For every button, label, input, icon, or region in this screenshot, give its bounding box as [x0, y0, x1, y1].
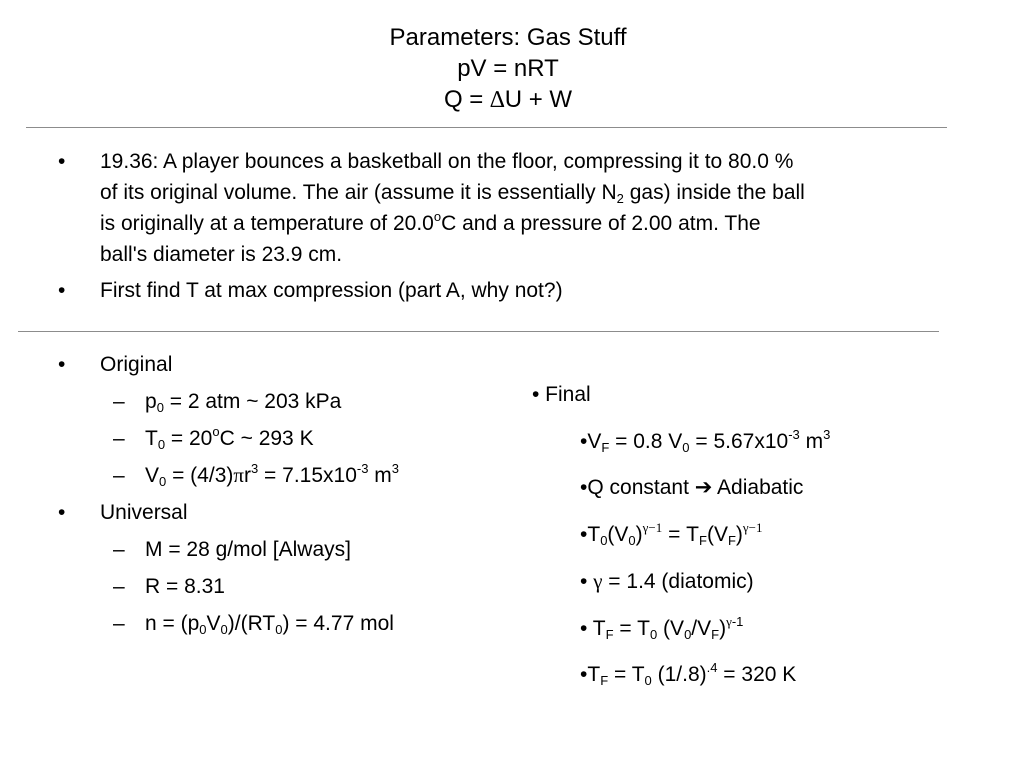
- t0-item: [58, 420, 518, 457]
- molar-mass-item: [58, 531, 518, 568]
- section-divider: [18, 331, 939, 332]
- tf-expression-item: [532, 606, 1002, 653]
- first-law-q: Q =: [443, 86, 490, 113]
- n-c: )/(RT: [227, 612, 276, 635]
- p0-item: [58, 383, 518, 420]
- tf-value-item: [532, 652, 1002, 699]
- tfe-b: = T: [613, 616, 650, 640]
- tfe-s3: 0: [684, 626, 692, 642]
- slide-title: Parameters: Gas Stuff: [389, 24, 627, 51]
- tfv-s2: 0: [644, 673, 652, 688]
- v0-d: = 7.15x10: [258, 464, 357, 487]
- bullet-dot: •: [58, 150, 66, 173]
- v0-sub: 0: [159, 474, 167, 489]
- adiabatic-relation-item: [532, 512, 1002, 559]
- adiabatic-item: [532, 465, 1002, 512]
- dash-marker: –: [113, 538, 125, 561]
- title-divider: [26, 127, 947, 128]
- vf-a: •V: [580, 429, 602, 453]
- problem-line-1: 19.36: A player bounces a basketball on the floor, compressing it to 80.0 %: [100, 150, 794, 173]
- tfe-c: (V: [657, 616, 685, 640]
- problem-line-2-b: gas) inside the ball: [623, 181, 805, 204]
- pi-symbol: π: [233, 463, 244, 487]
- tfe-e: ): [719, 616, 727, 640]
- molar-mass-text: M = 28 g/mol [Always]: [145, 538, 351, 561]
- vf-c: = 5.67x10: [689, 429, 789, 453]
- tfe-d: /V: [691, 616, 712, 640]
- n-s1: 0: [199, 622, 207, 637]
- v0-sup3: 3: [391, 461, 400, 476]
- degree-superscript: o: [433, 209, 442, 224]
- q-a: •Q constant: [580, 476, 695, 499]
- n-s2: 0: [220, 622, 228, 637]
- v0-c: r: [243, 464, 251, 487]
- original-heading: [58, 346, 518, 383]
- p0-a: p: [145, 390, 157, 413]
- v0-b: = (4/3): [166, 464, 234, 487]
- final-column: [532, 372, 1002, 699]
- v0-sup1: 3: [250, 461, 259, 476]
- original-heading-text: Original: [100, 353, 173, 376]
- dash-marker: –: [113, 464, 125, 487]
- tfe-a: • T: [580, 616, 606, 640]
- tfv-b: = T: [608, 663, 645, 686]
- problem-statement-bullet: [58, 146, 968, 270]
- adiab-s1: 0: [600, 532, 608, 548]
- adiab-f: (V: [706, 522, 728, 546]
- first-law-rest: U + W: [504, 86, 573, 113]
- first-law-equation: [0, 84, 1016, 116]
- vf-item: [532, 419, 1002, 466]
- task-bullet: [58, 275, 968, 306]
- v0-sup2: -3: [356, 461, 369, 476]
- vf-sup2: 3: [823, 426, 831, 442]
- problem-line-2: [100, 177, 968, 208]
- tfe-s2: 0: [649, 626, 658, 642]
- adiab-d: = T: [662, 522, 699, 546]
- adiab-exp2: γ−1: [742, 519, 763, 535]
- dash-marker: –: [113, 390, 125, 413]
- v0-e: m: [368, 464, 392, 487]
- adiab-exp1: γ−1: [642, 519, 663, 535]
- problem-bullets: [58, 146, 968, 311]
- tfv-d: = 320 K: [717, 663, 797, 686]
- ideal-gas-equation: pV = nRT: [457, 55, 559, 82]
- t0-sub: 0: [157, 437, 166, 452]
- problem-line-4: ball's diameter is 23.9 cm.: [100, 243, 343, 266]
- problem-line-3-b: C and a pressure of 2.00 atm. The: [441, 212, 761, 235]
- adiab-s3: F: [699, 532, 707, 548]
- dash-marker: –: [113, 575, 125, 598]
- final-heading: • Final: [532, 383, 591, 406]
- adiab-s4: F: [727, 532, 736, 548]
- slide-title-block: [0, 22, 1016, 116]
- tfe-exp-minus1: -1: [731, 613, 744, 629]
- vf-sub2: 0: [682, 439, 690, 455]
- delta-symbol: ∆: [490, 87, 505, 113]
- vf-d: m: [799, 429, 824, 453]
- n-s3: 0: [275, 622, 283, 637]
- n-a: n = (p: [145, 612, 200, 635]
- p0-sub: 0: [156, 400, 164, 415]
- original-column: [58, 346, 518, 642]
- v0-a: V: [145, 464, 160, 487]
- adiab-s2: 0: [628, 532, 636, 548]
- t0-sup: o: [212, 424, 220, 439]
- right-arrow-icon: ➔: [694, 476, 713, 499]
- tfe-s1: F: [605, 626, 614, 642]
- gas-constant-text: R = 8.31: [145, 575, 225, 598]
- n2-subscript: 2: [616, 191, 624, 206]
- adiab-c: ): [635, 522, 643, 546]
- task-text: First find T at max compression (part A, why not?): [100, 279, 563, 302]
- adiab-b: (V: [607, 522, 629, 546]
- problem-line-3: [100, 208, 968, 239]
- vf-sub1: F: [601, 439, 610, 455]
- gamma-item: [532, 558, 1002, 606]
- vf-sup1: -3: [788, 426, 800, 442]
- bullet-dot: •: [58, 279, 66, 302]
- adiab-g: ): [735, 522, 743, 546]
- p0-b: = 2 atm ~ 203 kPa: [163, 390, 342, 413]
- t0-a: T: [145, 427, 158, 450]
- tfv-s1: F: [600, 673, 609, 688]
- problem-line-2-a: of its original volume. The air (assume it is essentially N: [100, 181, 617, 204]
- tfv-c: (1/.8): [651, 663, 707, 686]
- gamma-a: •: [580, 570, 594, 593]
- tfv-a: •T: [580, 663, 601, 686]
- bullet-dot: •: [58, 501, 66, 524]
- problem-line-3-a: is originally at a temperature of 20.0: [100, 212, 434, 235]
- v0-item: [58, 457, 518, 494]
- moles-item: [58, 605, 518, 642]
- tfe-exp-gamma: γ: [726, 613, 732, 629]
- adiab-a: •T: [580, 522, 601, 546]
- n-d: ) = 4.77 mol: [282, 612, 394, 635]
- q-b: Adiabatic: [712, 476, 804, 499]
- universal-heading: [58, 494, 518, 531]
- gas-constant-item: [58, 568, 518, 605]
- tfe-s4: F: [711, 626, 720, 642]
- tfv-exp: .4: [706, 660, 718, 675]
- bullet-dot: •: [58, 353, 66, 376]
- t0-c: C ~ 293 K: [219, 427, 314, 450]
- dash-marker: –: [113, 612, 125, 635]
- dash-marker: –: [113, 427, 125, 450]
- gamma-b: = 1.4 (diatomic): [602, 570, 754, 593]
- vf-b: = 0.8 V: [609, 429, 683, 453]
- gamma-symbol: γ: [593, 569, 603, 593]
- universal-heading-text: Universal: [100, 501, 188, 524]
- n-b: V: [206, 612, 221, 635]
- t0-b: = 20: [165, 427, 213, 450]
